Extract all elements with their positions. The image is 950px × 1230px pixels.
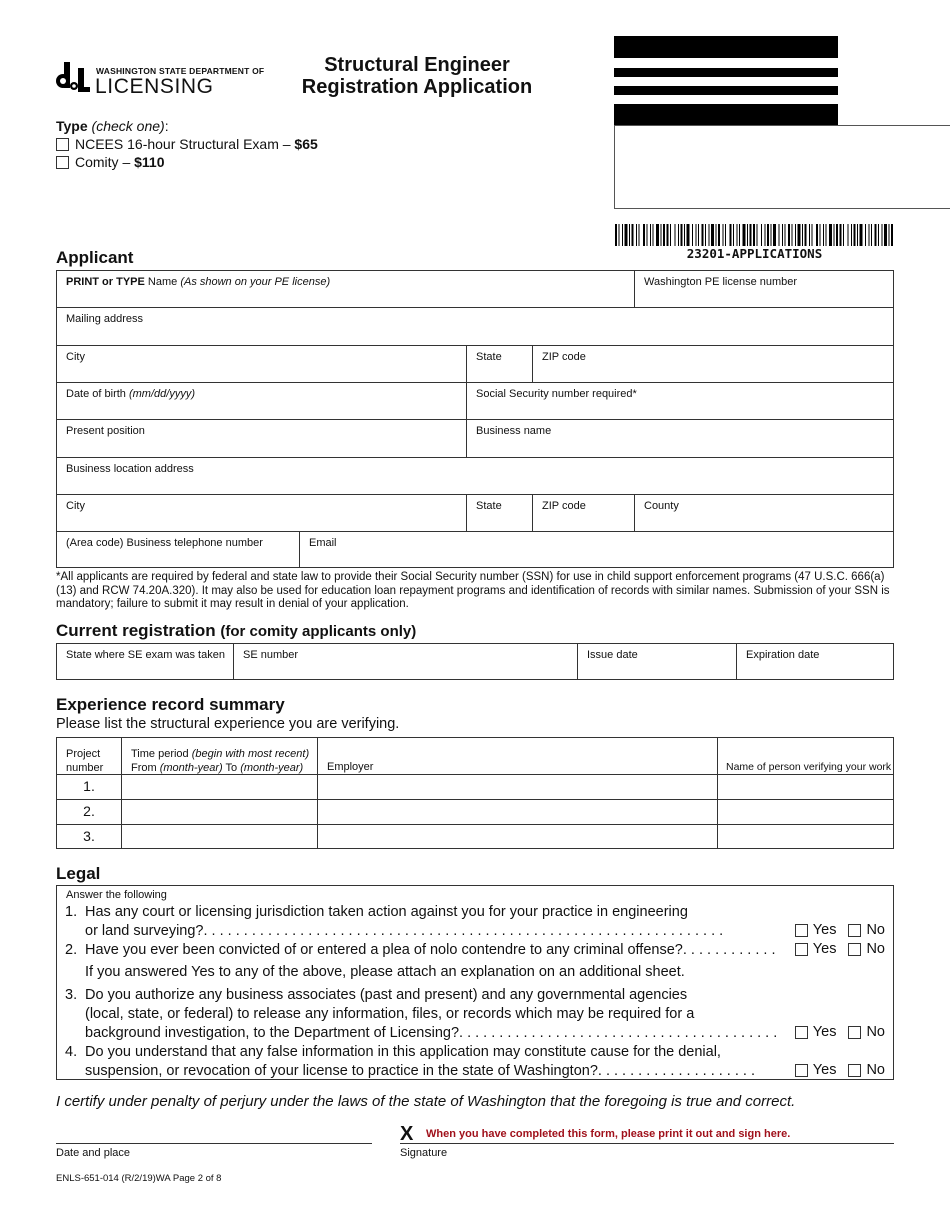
name-field[interactable]: PRINT or TYPE Name (As shown on your PE license) — [57, 271, 635, 308]
form-title-line2: Registration Application — [301, 76, 533, 98]
applicant-table — [56, 270, 894, 568]
type-option-label: Comity – $110 — [75, 154, 165, 170]
redaction-bar — [614, 86, 838, 95]
pe-license-field[interactable]: Washington PE license number — [635, 271, 893, 308]
type-hint: (check one) — [91, 118, 165, 134]
redaction-bar — [614, 68, 838, 77]
q3-yes-checkbox[interactable] — [795, 1026, 808, 1039]
legal-question-1: 1. Has any court or licensing jurisdiction taken action against you for your practice in engineering or land surveying?. . . . . . . . . . . . . . . . . . . . . . . . . . . . . . . . . . . . . . . . . . . . . . . . . . . . . . . . . . . . . . . . . — [65, 904, 724, 939]
type-option-label: NCEES 16-hour Structural Exam – $65 — [75, 136, 318, 152]
project-number-cell: 3. — [57, 825, 122, 848]
legal-heading: Legal — [56, 864, 101, 883]
barcode-icon — [615, 224, 894, 246]
current-registration-heading: Current registration (for comity applicants only) — [56, 621, 417, 640]
mailing-address-field[interactable]: Mailing address — [57, 308, 893, 346]
legal-explanation-note: If you answered Yes to any of the above, please attach an explanation on an additional sheet. — [85, 964, 685, 980]
present-position-field[interactable]: Present position — [57, 420, 467, 458]
q1-answer — [795, 922, 885, 938]
q2-no-checkbox[interactable] — [848, 943, 861, 956]
q3-no-option[interactable]: No — [848, 1024, 885, 1040]
barcode-text: 23201-APPLICATIONS — [686, 246, 823, 261]
experience-heading: Experience record summary — [56, 695, 285, 714]
q4-answer — [795, 1062, 885, 1078]
q1-no-checkbox[interactable] — [848, 924, 861, 937]
se-exam-state-field[interactable]: State where SE exam was taken — [57, 644, 234, 679]
phone-field[interactable]: (Area code) Business telephone number — [57, 532, 300, 567]
dob-field[interactable]: Date of birth (mm/dd/yyyy) — [57, 383, 467, 420]
col-employer: Employer — [318, 738, 718, 775]
signature-x-mark: X — [400, 1123, 414, 1145]
col-verifier: Name of person verifying your work — [718, 738, 893, 775]
q4-yes-option[interactable]: Yes — [795, 1062, 837, 1078]
project-number-cell: 2. — [57, 800, 122, 825]
form-title — [262, 54, 572, 98]
legal-questions — [56, 885, 894, 1080]
time-period-cell[interactable] — [122, 825, 318, 848]
city-field[interactable]: City — [57, 346, 467, 383]
q1-yes-checkbox[interactable] — [795, 924, 808, 937]
type-option-comity[interactable] — [56, 153, 318, 171]
business-zip-field[interactable]: ZIP code — [533, 495, 635, 532]
verifier-cell[interactable] — [718, 800, 893, 825]
ssn-field[interactable]: Social Security number required* — [467, 383, 893, 420]
date-place-line[interactable] — [56, 1143, 372, 1159]
type-option-ncees[interactable] — [56, 135, 318, 153]
employer-cell[interactable] — [318, 825, 718, 848]
ssn-footnote: *All applicants are required by federal and state law to provide their Social Security number (SSN) for use in child support enforcement programs (47 U.S.C. 666(a)(13) and RCW 74.20A.320). It may also be used for education loan repayment programs and identification of records with similar names. Submission of your SSN is mandatory; failure to submit it may result in denial of your application. — [56, 571, 890, 610]
county-field[interactable]: County — [635, 495, 893, 532]
project-number-cell: 1. — [57, 775, 122, 800]
q1-no-option[interactable]: No — [848, 922, 885, 938]
business-location-field[interactable]: Business location address — [57, 458, 893, 495]
business-state-field[interactable]: State — [467, 495, 533, 532]
verifier-cell[interactable] — [718, 825, 893, 848]
time-period-cell[interactable] — [122, 775, 318, 800]
se-number-field[interactable]: SE number — [234, 644, 578, 679]
agency-logo — [56, 62, 265, 98]
q2-yes-checkbox[interactable] — [795, 943, 808, 956]
dol-logo-icon — [56, 62, 90, 94]
verifier-cell[interactable] — [718, 775, 893, 800]
business-city-field[interactable]: City — [57, 495, 467, 532]
form-title-line1: Structural Engineer — [324, 54, 510, 76]
experience-table — [56, 737, 894, 849]
q3-no-checkbox[interactable] — [848, 1026, 861, 1039]
signature-instruction: When you have completed this form, please print it out and sign here. — [426, 1128, 791, 1140]
employer-cell[interactable] — [318, 775, 718, 800]
state-field[interactable]: State — [467, 346, 533, 383]
legal-question-4: 4. Do you understand that any false information in this application may constitute cause for the denial, suspension, or revocation of your license to practice in the state of Washington?. . . . . . . . . . . . . . . . . . . . — [65, 1044, 756, 1079]
legal-hint: Answer the following — [66, 889, 167, 901]
q4-yes-checkbox[interactable] — [795, 1064, 808, 1077]
q4-no-checkbox[interactable] — [848, 1064, 861, 1077]
redaction-bar — [614, 36, 838, 58]
mailing-window-box — [614, 125, 950, 209]
q2-no-option[interactable]: No — [848, 941, 885, 957]
redaction-bar — [614, 104, 838, 126]
q2-yes-option[interactable]: Yes — [795, 941, 837, 957]
agency-name-big: LICENSING — [95, 75, 214, 98]
agency-name-small: WASHINGTON STATE DEPARTMENT OF — [96, 66, 265, 76]
date-place-label: Date and place — [56, 1147, 130, 1159]
legal-question-3: 3. Do you authorize any business associates (past and present) and any governmental agencies (local, state, or federal) to release any information, files, or records which may be required for a background investigation, to the Department of Licensing?. . . . . . . . . . . . . . . . . . . . . . . . . . . . . . . . . . . . . . . . — [65, 987, 778, 1041]
business-name-field[interactable]: Business name — [467, 420, 893, 458]
applicant-heading: Applicant — [56, 248, 134, 267]
expiration-date-field[interactable]: Expiration date — [746, 649, 820, 661]
signature-label: Signature — [400, 1147, 448, 1159]
q4-no-option[interactable]: No — [848, 1062, 885, 1078]
type-heading: Type (check one): — [56, 118, 169, 134]
current-registration-table — [56, 643, 894, 680]
q2-answer — [795, 941, 885, 957]
type-ncees-checkbox[interactable] — [56, 138, 69, 151]
employer-cell[interactable] — [318, 800, 718, 825]
legal-question-2: 2. Have you ever been convicted of or entered a plea of nolo contendre to any criminal offense?. . . . . . . . . . . . — [65, 942, 776, 958]
col-time-period: Time period (begin with most recent) From (month-year) To (month-year) — [122, 738, 318, 775]
signature-line[interactable] — [400, 1143, 894, 1159]
q1-yes-option[interactable]: Yes — [795, 922, 837, 938]
issue-date-field[interactable]: Issue date — [578, 644, 737, 679]
form-id: ENLS-651-014 (R/2/19)WA Page 2 of 8 — [56, 1173, 222, 1184]
zip-field[interactable]: ZIP code — [533, 346, 893, 383]
type-comity-checkbox[interactable] — [56, 156, 69, 169]
type-label: Type — [56, 118, 88, 134]
type-selection — [56, 117, 318, 171]
time-period-cell[interactable] — [122, 800, 318, 825]
col-project-number: Project number — [57, 738, 122, 775]
experience-subheading: Please list the structural experience you are verifying. — [56, 716, 400, 732]
email-field[interactable]: Email — [309, 537, 337, 549]
q3-answer — [795, 1024, 885, 1040]
q3-yes-option[interactable]: Yes — [795, 1024, 837, 1040]
certification-statement: I certify under penalty of perjury under the laws of the state of Washington that the foregoing is true and correct. — [56, 1093, 796, 1110]
